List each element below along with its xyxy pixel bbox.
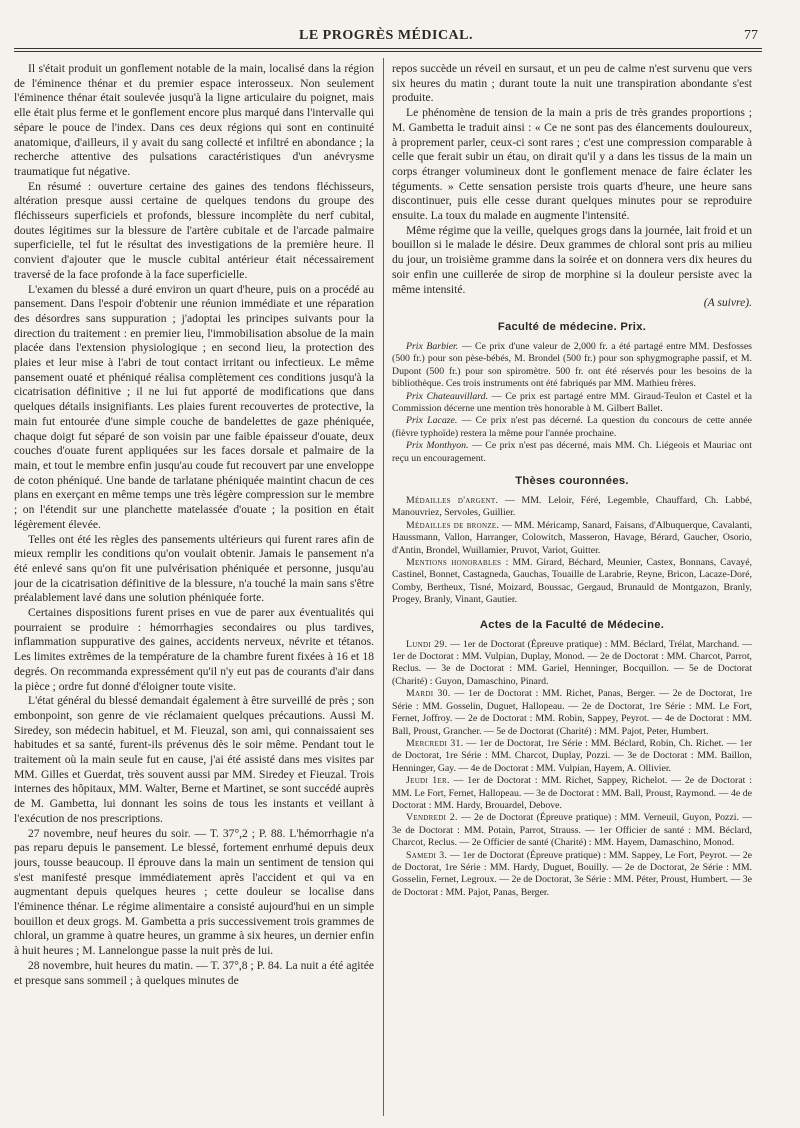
item-text: — Ce prix est partagé entre MM. Giraud-Teulon et Castel et la Commission décerne une mention très honorable à M. Gilbert Ballet. [392, 390, 752, 414]
item-lead: Vendredi 2. [406, 812, 458, 824]
item-text: MM. Girard, Béchard, Meunier, Castex, Bonnans, Cavayé, Castinel, Bonnet, Castagneda, Gauchas, Touaille de Larabrie, Reyne, Bricon, Lacaze-Doré, Comby, Bertheux, Tisné, Moizard, Boussac, Gergaud, Brunauld de Montgazon, Branly, Progey, Branly, Vinant, Gautier. [392, 557, 752, 606]
item-lead: Prix Monthyon. [406, 440, 469, 452]
left-column [14, 62, 374, 1114]
item-text: — 1er de Doctorat (Épreuve pratique) : MM. Béclard, Trélat, Marchand. — 1er de Doctorat : MM. Vulpian, Duplay, Monod. — 2e de Doctorat : MM. Charcot, Parrot, Reclus. — 3e de Doctorat : MM. Gariel, Henninger, Bocquillon. — 5e de Doctorat (Charité) : Guyon, Damaschino, Pinard. [392, 638, 752, 687]
item-text: — 1er de Doctorat, 1re Série : MM. Béclard, Robin, Ch. Richet. — 1er de Doctorat, 1re Série : MM. Charcot, Duplay, Pozzi. — 3e de Doctorat : MM. Baillon, Henninger, Gay. — 4e de Doctorat : MM. Vulpian, Hayem, A. Ollivier. [392, 737, 752, 774]
header-rule-bottom [14, 51, 762, 52]
item-lead: Prix Chateauvillard. [406, 390, 489, 402]
header-rule-top [14, 48, 762, 49]
list-item [392, 850, 752, 900]
theses-list [392, 495, 752, 607]
item-text: — MM. Leloir, Féré, Legemble, Chauffard, Ch. Labbé, Manouvriez, Servoles, Guillier. [392, 495, 752, 519]
list-item [392, 440, 752, 465]
list-item [392, 812, 752, 849]
a-suivre: (A suivre). [703, 296, 752, 310]
paragraph: repos succède un réveil en sursaut, et un peu de calme n'est survenu que vers six heures du matin ; durant toute la nuit une transpiration abondante s'est produite. [392, 62, 752, 105]
list-item [392, 415, 752, 440]
list-item [392, 495, 752, 520]
column-divider [383, 58, 384, 1116]
item-text: — 1er de Doctorat : MM. Richet, Sappey, Richelot. — 2e de Doctorat : MM. Le Fort, Fernet, Hallopeau. — 3e de Doctorat : MM. Ball, Proust, Raymond. — 4e de Doctorat : MM. Hardy, Brouardel, Debove. [392, 775, 752, 811]
list-item [392, 775, 752, 812]
list-item [392, 557, 752, 607]
paragraph: Certaines dispositions furent prises en vue de parer aux éventualités qui pourraient se produire : hémorrhagies secondaires ou plus tardives, inflammation suppurative des gaines, accidents nerveux, névrite et tétanos. Les limites extrêmes de la température de la chambre furent fixées à 16 et 18 degrés. On recommanda expressément qu'il n'y eut pas de courants d'air dans la pièce ; ordre fut donné d'éloigner toute visite. [14, 606, 374, 693]
item-text: — MM. Méricamp, Sanard, Faisans, d'Albuquerque, Cavalanti, Haussmann, Vallon, Harranger, Colowitch, Masseron, Havage, Bérard, Gaucher, Osorio, d'Antin, Brondel, Wuillamier, Pruvot, Variot, Guitter. [392, 519, 752, 556]
item-text: — Ce prix d'une valeur de 2,000 fr. a été partagé entre MM. Desfosses (500 fr.) pour son pèse-bébés, M. Brondel (500 fr.) pour son sphygmographe passif, et M. Dupont (500 fr.) pour son spiromètre. 500 fr. ont été réservés pour les besoins de la bibliothèque. Ces trois instruments ont été fabriqués par MM. Mathieu frères. [392, 340, 752, 390]
item-lead: Samedi 3. [406, 849, 448, 861]
paragraph: L'état général du blessé demandait également à être surveillé de près ; son embonpoint, son genre de vie réclamaient quelques précautions. Aussi M. Siredey, son médecin habituel, et M. Fieuzal, son ami, qui connaissaient ses habitudes et sa santé, furent-ils prévenus dès le soir même. Pendant tout le traitement où la main seule fut en cause, j'ai été assisté dans mes visites par MM. Gilles et Guerdat, très souvent aussi par MM. Siredey et Fieuzal. Trois internes des hôpitaux, MM. Walter, Berne et Martinet, se sont succédé auprès de M. Gambetta, lui donnant les soins de tous les instants et veillant à l'exécution de nos prescriptions. [14, 694, 374, 825]
item-text: — Ce prix n'est pas décerné. La question du concours de cette année (fièvre typhoïde) restera la même pour l'année prochaine. [392, 415, 752, 439]
list-item [392, 341, 752, 391]
paragraph: Même régime que la veille, quelques grogs dans la journée, lait froid et un bouillon si le malade le désire. Deux grammes de chloral sont pris au milieu du jour, un troisième gramme dans la soirée et on donnera vers dix heures du soir enfin une cuillerée de sirop de morphine si la douleur persiste avec la même intensité. [392, 223, 752, 296]
list-item [392, 391, 752, 416]
journal-title: LE PROGRÈS MÉDICAL. [298, 28, 474, 43]
paragraph: En résumé : ouverture certaine des gaines des tendons fléchisseurs, altération presque aussi certaine de quelques tendons du groupe des fléchisseurs superficiels et profonds, blessure incomplète du nerf cubital, doutes légitimes sur la blessure de l'artère cubitale et de l'arcade palmaire superficielle, tel fut le résultat des investigations de la première heure. Il convient d'ajouter que le muscle cubital antérieur était nécessairement traversé de la face profonde à la face superficielle. [14, 179, 374, 281]
section-title-theses: Thèses couronnées. [515, 475, 629, 488]
page-number: 77 [744, 28, 758, 43]
item-lead: Prix Lacaze. [406, 415, 458, 427]
paragraph: L'examen du blessé a duré environ un quart d'heure, puis on a procédé au pansement. Dans l'espoir d'obtenir une réunion immédiate et une réparation des désordres sans suppuration ; j'adoptai les principes suivants pour la direction du traitement : en premier lieu, l'immobilisation absolue de la main placée dans l'extension physiologique ; en second lieu, la protection des plaies et leur mise à l'abri de tout contact irritant ou infectieux. Le même pansement ouaté et phéniqué réalisa complètement ces conditions jusqu'à la cicatrisation définitive ; il ne lui fut apporté de modifications que dans quelques détails insignifiants. Les plaies furent recouvertes de protective, la main fut entourée d'une simple couche de bandelettes de gaze phéniquée, chaque doigt fut séparé de son voisin par une faible épaisseur d'ouate, deux couches d'ouate furent appliquées sur les faces dorsale et palmaire de la main, et tout le membre enfin jusqu'au coude fut recouvert par une enveloppe de coton phéniqué. Une bande de tarlatane phéniquée maintint chacun de ces plans en exerçant en même temps une très légère compression sur le membre ; on l'étendit sur une planchette matelassée d'ouate ; la position en était légèrement élevée. [14, 282, 374, 531]
item-lead: Mercredi 31. [406, 737, 464, 749]
paragraph: Le phénomène de tension de la main a pris de très grandes proportions ; M. Gambetta le traduit ainsi : « Ce ne sont pas des élancements douloureux, à proprement parler, ceux-ci sont rares ; c'est une compression comparable à celle que ferait subir un étau, on dirait qu'il y a dans les tissus de la main un corps étranger volumineux dont le gonflement menace de faire éclater les téguments. » Cette sensation persiste trois quarts d'heure, une heure sans discontinuer, puis elle cesse durant quelques minutes pour se reproduire ensuite. La toux du malade en augmente l'intensité. [392, 106, 752, 223]
list-item [392, 738, 752, 775]
list-item [392, 688, 752, 738]
list-item [392, 520, 752, 557]
item-lead: Jeudi 1er. [406, 775, 450, 787]
item-lead: Prix Barbier. [406, 340, 459, 352]
page-header [14, 28, 758, 48]
actes-list [392, 639, 752, 900]
right-column [392, 62, 752, 1114]
item-lead: Mentions honorables : [406, 557, 509, 569]
list-item [392, 639, 752, 689]
paragraph: 28 novembre, huit heures du matin. — T. 37°,8 ; P. 84. La nuit a été agitée et presque sans sommeil ; à quelques minutes de [14, 958, 374, 987]
item-lead: Mardi 30. [406, 688, 451, 700]
paragraph: 27 novembre, neuf heures du soir. — T. 37°,2 ; P. 88. L'hémorrhagie n'a pas reparu depuis le pansement. Le blessé, fortement enrhumé depuis deux jours, tousse beaucoup. Il éprouve dans la main un sentiment de tension qui s'est manifesté presque immédiatement après l'accident et qui va en augmentant depuis quelques heures ; cette douleur se localise dans l'éminence thénar. Le régime alimentaire a consisté aujourd'hui en un simple bouillon et deux grogs. M. Gambetta a pris successivement trois grammes de chloral, un gramme à quatre heures, un gramme à six heures, un dernier enfin à huit heures ; M. Lannelongue passe la nuit près de lui. [14, 826, 374, 958]
item-text: — 2e de Doctorat (Épreuve pratique) : MM. Verneuil, Guyon, Pozzi. — 3e de Doctorat : MM. Potain, Parrot, Strauss. — 1er Officier de santé : MM. Béclard, Charcot, Reclus. — 2e Officier de santé (Charité) : MM. Hayem, Damaschino, Monod. [392, 812, 752, 849]
item-lead: Lundi 29. [406, 638, 448, 650]
item-lead: Médailles d'argent. [406, 495, 499, 507]
item-text: — Ce prix n'est pas décerné, mais MM. Ch. Liégeois et Mauriac ont reçu un encouragement. [392, 440, 752, 464]
section-title-prix: Faculté de médecine. Prix. [497, 320, 647, 333]
item-text: — 1er de Doctorat (Épreuve pratique) : MM. Sappey, Le Fort, Peyrot. — 2e de Doctorat, 1re Série : MM. Hardy, Duguet, Bouilly. — 2e de Doctorat, 2e Série : MM. Gosselin, Fernet, Legroux. — 2e de Doctorat, 3e Série : MM. Péter, Proust, Humbert. — 3e de Doctorat : MM. Pajot, Panas, Berger. [392, 849, 752, 898]
prix-list [392, 341, 752, 465]
paragraph: Il s'était produit un gonflement notable de la main, localisé dans la région de l'éminence thénar et du premier espace interosseux. Non seulement l'éminence thénar était soulevée jusqu'à la ligne articulaire du poignet, mais elle était plus ferme et le gonflement encore plus marqué dans l'intervalle qui sépare le pouce de l'index. Dans ces deux régions qui sont en continuité anatomique, d'ailleurs, il y avait du sang collecté et infiltré en abondance ; la recherche attentive des pulsations caractéristiques d'un anévrysme traumatique fut négative. [14, 62, 374, 178]
item-text: — 1er de Doctorat : MM. Richet, Panas, Berger. — 2e de Doctorat, 1re Série : MM. Gosselin, Duguet, Hallopeau. — 2e de Doctorat, 1re Série : MM. Le Fort, Fernet, Joffroy. — 2e de Doctorat : MM. Robin, Sappey, Peyrot. — 4e de Doctorat : MM. Ball, Proust, Grancher. — 5e de Doctorat (Charité) : MM. Pajot, Peter, Humbert. [392, 688, 752, 737]
section-title-actes: Actes de la Faculté de Médecine. [479, 618, 665, 631]
item-lead: Médailles de bronze. [406, 519, 500, 531]
paragraph: Telles ont été les règles des pansements ultérieurs qui furent rares afin de mieux remplir les conditions qu'on voulait obtenir. Jamais le pansement n'a été enlevé sans qu'on fit une pulvérisation phéniquée et personne, jusqu'au jour de la cicatrisation définitive de la blessure, n'a touché la main sans s'être préalablement lavé dans une solution phéniquée forte. [14, 532, 374, 605]
